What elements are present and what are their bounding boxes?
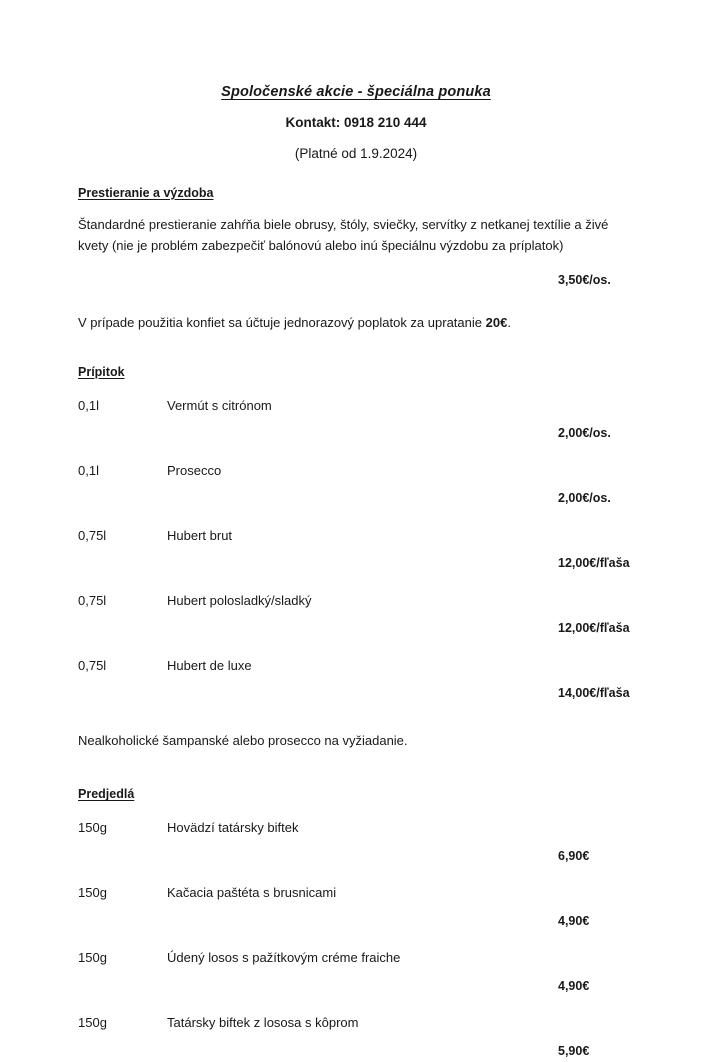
item-quantity: 0,75l	[78, 592, 107, 608]
item-price: 5,90€	[558, 1043, 590, 1058]
menu-item-row	[78, 932, 634, 969]
document-title: Spoločenské akcie - špeciálna ponuka	[221, 84, 491, 100]
item-price: 14,00€/fľaša	[558, 686, 630, 701]
item-price: 4,90€	[558, 978, 590, 993]
menu-item-row	[78, 802, 634, 839]
menu-item-row	[78, 997, 634, 1034]
section-heading-predjedla: Predjedlá	[78, 787, 135, 802]
prestieranie-description-line-2: kvety (nie je problém zabezpečiť balónovú alebo inú špeciálnu výzdobu za príplatok)	[78, 238, 564, 254]
item-name: Tatársky biftek z lososa s kôprom	[167, 1015, 359, 1031]
item-name: Kačacia paštéta s brusnicami	[167, 885, 337, 901]
item-name: Prosecco	[167, 462, 222, 478]
item-name: Hubert polosladký/sladký	[167, 592, 312, 608]
menu-item-row	[78, 867, 634, 904]
item-quantity: 150g	[78, 885, 107, 901]
menu-item-row	[78, 575, 634, 612]
item-price: 2,00€/os.	[558, 426, 611, 441]
document-content	[78, 0, 634, 1062]
item-name: Údený losos s pažítkovým créme fraiche	[167, 950, 401, 966]
konfety-note	[78, 291, 634, 334]
menu-item-row	[78, 380, 634, 417]
item-quantity: 150g	[78, 820, 107, 836]
item-name: Hovädzí tatársky biftek	[167, 820, 299, 836]
item-quantity: 150g	[78, 1015, 107, 1031]
item-name: Vermút s citrónom	[167, 397, 272, 413]
nealkoholicke-note: Nealkoholické šampanské alebo prosecco na vyžiadanie.	[78, 732, 408, 748]
item-quantity: 150g	[78, 950, 107, 966]
prestieranie-description-line-1: Štandardné prestieranie zahŕňa biele obrusy, štóly, sviečky, servítky z netkanej textílie a živé	[78, 216, 609, 232]
document-validity: (Platné od 1.9.2024)	[294, 145, 418, 161]
item-quantity: 0,1l	[78, 462, 99, 478]
item-price: 12,00€/fľaša	[558, 556, 630, 571]
item-price: 12,00€/fľaša	[558, 621, 630, 636]
item-quantity: 0,1l	[78, 397, 99, 413]
item-quantity: 0,75l	[78, 527, 107, 543]
konfety-note-suffix: .	[507, 315, 511, 331]
section-heading-pripitok: Prípitok	[78, 364, 125, 379]
item-price: 4,90€	[558, 913, 590, 928]
konfety-note-text: V prípade použitia konfiet sa účtuje jednorazový poplatok za upratanie	[78, 315, 486, 331]
item-price: 2,00€/os.	[558, 491, 611, 506]
prestieranie-price: 3,50€/os.	[558, 272, 611, 287]
item-name: Hubert de luxe	[167, 657, 252, 673]
section-heading-prestieranie: Prestieranie a výzdoba	[78, 185, 214, 200]
menu-item-row	[78, 510, 634, 547]
item-price: 6,90€	[558, 848, 590, 863]
menu-item-row	[78, 445, 634, 482]
item-name: Hubert brut	[167, 527, 233, 543]
konfety-note-amount: 20€	[485, 315, 508, 331]
document-contact: Kontakt: 0918 210 444	[285, 115, 427, 131]
item-quantity: 0,75l	[78, 657, 107, 673]
menu-item-row	[78, 640, 634, 677]
